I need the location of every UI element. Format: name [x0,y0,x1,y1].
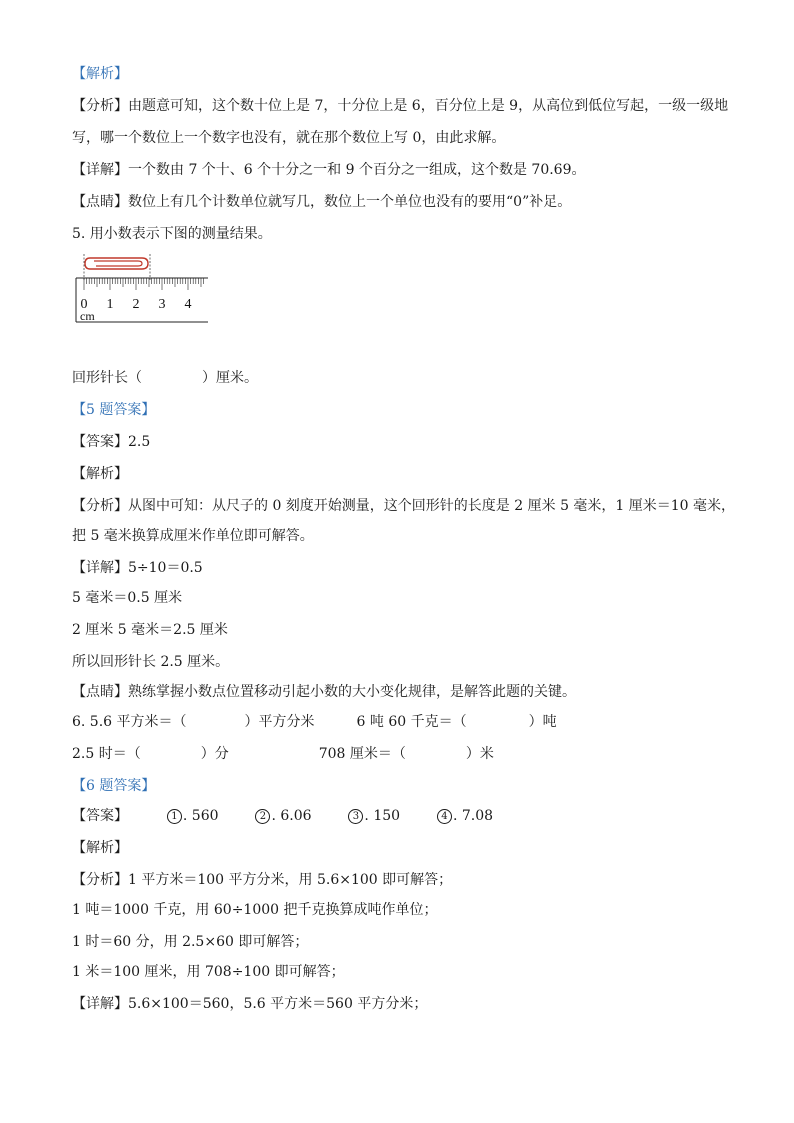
analysis-6-3: 1 时＝60 分，用 2.5×60 即可解答； [72,934,309,950]
tip-5: 【点睛】熟练掌握小数点位置移动引起小数的大小变化规律，是解答此题的关键。 [72,684,576,700]
paperclip-icon [85,258,148,269]
answer-heading-5: 【5 题答案】 [72,402,156,418]
detail-5-4: 所以回形针长 2.5 厘米。 [72,654,230,670]
answer-5: 【答案】2.5 [72,434,151,450]
detail-text: 【详解】一个数由 7 个十、6 个十分之一和 9 个百分之一组成，这个数是 70.69。 [72,162,586,178]
answer-6-item: 4 . 7.08 [437,808,493,824]
question-5-blank [72,368,258,388]
question-6-row-1 [72,712,557,732]
analysis-5-text-1: 【分析】从图中可知：从尺子的 0 刻度开始测量，这个回形针的长度是 2 厘米 5 毫米，1 厘米＝10 毫米， [72,498,736,514]
detail-5-2: 5 毫米＝0.5 厘米 [72,590,183,606]
analysis-heading-5: 【解析】 [72,466,128,482]
q5-text-b: ）厘米。 [202,370,258,386]
q6-part-3a: 2.5 时＝（ [72,746,141,762]
answer-6-tag: 【答案】 [72,808,128,824]
q6-part-1b: ）平方分米 [244,714,315,730]
answer-6-row [72,806,493,826]
analysis-heading-6: 【解析】 [72,840,128,856]
answer-6-item: 1 . 560 [167,808,219,824]
q6-part-4a: 708 厘米＝（ [318,746,406,762]
answer-6-item: 2 . 6.06 [255,808,311,824]
detail-5-1: 【详解】5÷10＝0.5 [72,560,203,576]
question-5: 5. 用小数表示下图的测量结果。 [72,226,272,242]
ruler-unit-label: cm [80,309,95,323]
question-6-row-2 [72,744,494,764]
ruler-number: 2 [132,297,140,312]
q6-part-3b: ）分 [200,746,229,762]
detail-5-3: 2 厘米 5 毫米＝2.5 厘米 [72,622,228,638]
section-heading-analysis: 【解析】 [72,66,128,82]
tip-text: 【点睛】数位上有几个计数单位就写几，数位上一个单位也没有的要用“0”补足。 [72,194,572,210]
q6-part-2a: 6 吨 60 千克＝（ [356,714,467,730]
answer-6-item: 3 . 150 [348,808,400,824]
ruler-number: 3 [158,297,166,312]
analysis-6-2: 1 吨＝1000 千克，用 60÷1000 把千克换算成吨作单位； [72,902,438,918]
q6-part-2b: ）吨 [528,714,557,730]
ruler-number: 0 [80,297,88,312]
ruler-figure [72,250,212,326]
analysis-5-text-2: 把 5 毫米换算成厘米作单位即可解答。 [72,528,314,544]
analysis-6-4: 1 米＝100 厘米，用 708÷100 即可解答； [72,964,345,980]
analysis-text-1: 【分析】由题意可知，这个数十位上是 7，十分位上是 6，百分位上是 9，从高位到低位写起，一级一级地 [72,98,729,114]
q5-text-a: 回形针长（ [72,370,142,386]
ruler-number: 4 [184,297,192,312]
analysis-6-1: 【分析】1 平方米＝100 平方分米，用 5.6×100 即可解答； [72,872,453,888]
ruler-number: 1 [106,297,114,312]
detail-6-1: 【详解】5.6×100＝560，5.6 平方米＝560 平方分米； [72,996,428,1012]
analysis-text-2: 写，哪一个数位上一个数字也没有，就在那个数位上写 0，由此求解。 [72,130,506,146]
q6-part-4b: ）米 [465,746,494,762]
answer-heading-6: 【6 题答案】 [72,778,156,794]
q6-part-1a: 6. 5.6 平方米＝（ [72,714,187,730]
